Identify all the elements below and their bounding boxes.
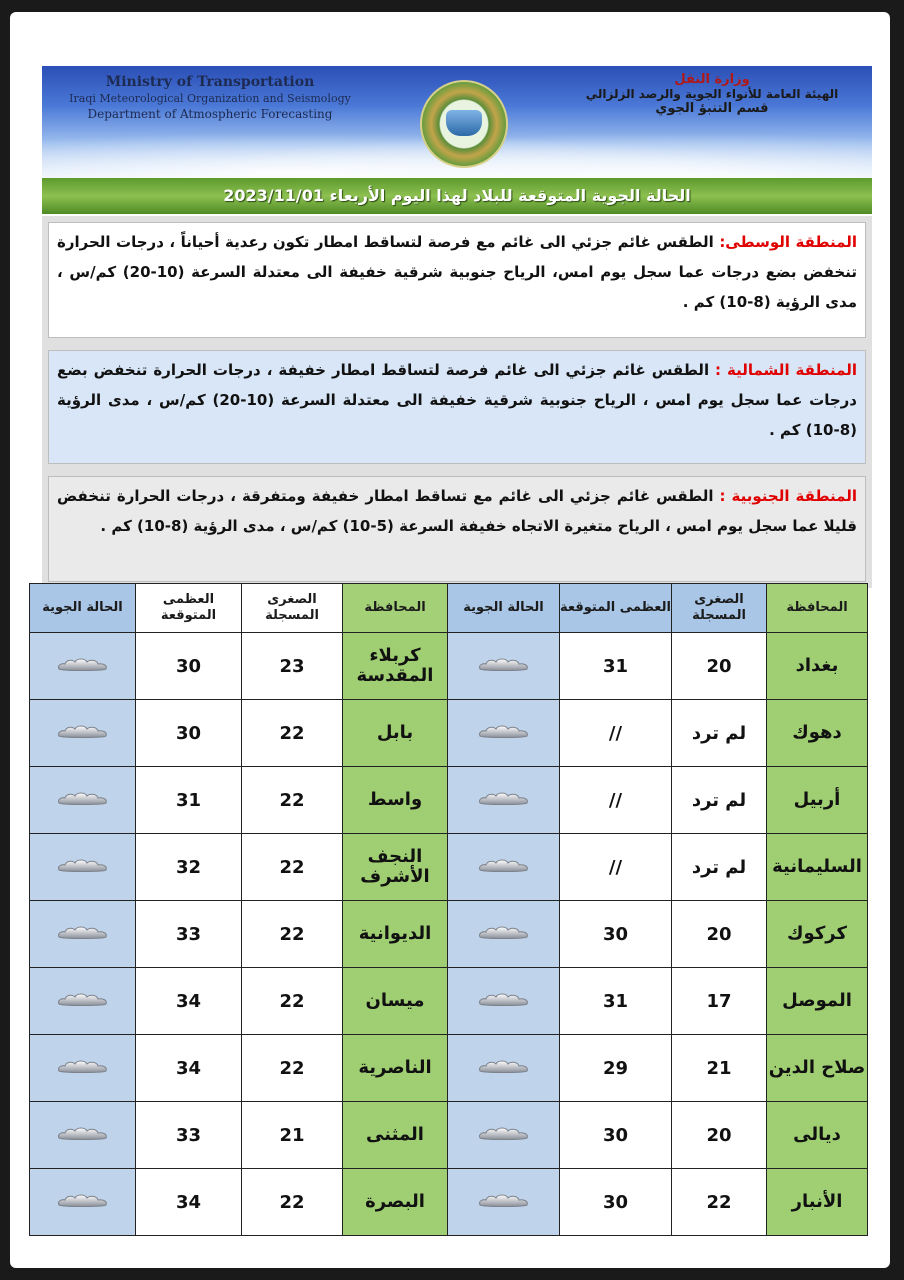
partly-cloudy-icon xyxy=(55,856,111,874)
governorate-cell: السليمانية xyxy=(767,834,868,901)
english-header xyxy=(60,74,360,121)
governorate-cell: كركوك xyxy=(767,901,868,968)
partly-cloudy-icon xyxy=(55,722,111,740)
header-min-left: الصغرى المسجلة xyxy=(242,584,343,633)
weather-cell xyxy=(30,633,136,700)
title-bar xyxy=(42,178,872,214)
max-temp-cell: 31 xyxy=(560,633,672,700)
partly-cloudy-icon xyxy=(476,1057,532,1075)
table-row xyxy=(30,834,868,901)
max-temp-cell: 30 xyxy=(560,1102,672,1169)
min-temp-cell: 22 xyxy=(242,834,343,901)
page-title: الحالة الجوية المتوقعة للبلاد لهذا اليوم الأربعاء 2023/11/01 xyxy=(223,186,691,205)
forecast-table xyxy=(29,583,868,1236)
weather-cell xyxy=(30,968,136,1035)
governorate-cell: النجف الأشرف xyxy=(343,834,448,901)
header-gov-left: المحافظة xyxy=(343,584,448,633)
max-temp-cell: 34 xyxy=(136,1035,242,1102)
max-temp-cell: 30 xyxy=(560,901,672,968)
max-temp-cell: 30 xyxy=(560,1169,672,1236)
table-row xyxy=(30,968,868,1035)
table-row xyxy=(30,767,868,834)
max-temp-cell: 30 xyxy=(136,700,242,767)
max-temp-cell: 33 xyxy=(136,901,242,968)
max-temp-cell: // xyxy=(560,834,672,901)
min-temp-cell: 20 xyxy=(672,901,767,968)
weather-cell xyxy=(448,767,560,834)
ministry-name-ar: وزارة النقل xyxy=(674,72,750,87)
partly-cloudy-icon xyxy=(55,655,111,673)
header-weather-left: الحالة الجوية xyxy=(30,584,136,633)
header-min-right: الصغرى المسجلة xyxy=(672,584,767,633)
min-temp-cell: 22 xyxy=(672,1169,767,1236)
partly-cloudy-icon xyxy=(476,1191,532,1209)
region-central xyxy=(42,216,872,344)
governorate-cell: أربيل xyxy=(767,767,868,834)
max-temp-cell: 31 xyxy=(136,767,242,834)
table-row xyxy=(30,901,868,968)
partly-cloudy-icon xyxy=(55,1191,111,1209)
max-temp-cell: 34 xyxy=(136,968,242,1035)
governorate-cell: كربلاء المقدسة xyxy=(343,633,448,700)
region-south-text xyxy=(57,481,857,541)
department-name-en: Department of Atmospheric Forecasting xyxy=(87,107,333,121)
governorate-cell: المثنى xyxy=(343,1102,448,1169)
region-body: الطقس غائم جزئي الى غائم مع فرصة لتساقط امطار تكون رعدية أحياناً ، درجات الحرارة تنخفض بضع درجات عما سجل يوم امس، الرياح جنوبية شرقية خفيفة الى معتدلة السرعة (10-20) كم/س ، مدى الرؤية (8-10) كم . xyxy=(57,233,857,311)
organization-name-ar: الهيئة العامة للأنواء الجوية والرصد الزلزالي xyxy=(585,87,839,101)
min-temp-cell: 22 xyxy=(242,968,343,1035)
min-temp-cell: 23 xyxy=(242,633,343,700)
organization-logo-icon xyxy=(420,80,508,168)
governorate-cell: واسط xyxy=(343,767,448,834)
partly-cloudy-icon xyxy=(55,789,111,807)
governorate-cell: الناصرية xyxy=(343,1035,448,1102)
governorate-cell: دهوك xyxy=(767,700,868,767)
max-temp-cell: 34 xyxy=(136,1169,242,1236)
max-temp-cell: // xyxy=(560,767,672,834)
region-central-text xyxy=(57,227,857,317)
min-temp-cell: لم ترد xyxy=(672,700,767,767)
department-name-ar: قسم التنبؤ الجوي xyxy=(655,101,769,116)
governorate-cell: الموصل xyxy=(767,968,868,1035)
weather-cell xyxy=(448,700,560,767)
max-temp-cell: 31 xyxy=(560,968,672,1035)
table-header-row xyxy=(30,584,868,633)
partly-cloudy-icon xyxy=(476,856,532,874)
max-temp-cell: 30 xyxy=(136,633,242,700)
partly-cloudy-icon xyxy=(55,1057,111,1075)
weather-cell xyxy=(30,1102,136,1169)
table-row xyxy=(30,1102,868,1169)
weather-cell xyxy=(448,1169,560,1236)
governorate-cell: الأنبار xyxy=(767,1169,868,1236)
weather-cell xyxy=(448,834,560,901)
governorate-cell: صلاح الدين xyxy=(767,1035,868,1102)
table-row xyxy=(30,1169,868,1236)
partly-cloudy-icon xyxy=(476,655,532,673)
governorate-cell: ميسان xyxy=(343,968,448,1035)
region-label: المنطقة الشمالية : xyxy=(715,361,857,379)
partly-cloudy-icon xyxy=(55,1124,111,1142)
min-temp-cell: 22 xyxy=(242,700,343,767)
partly-cloudy-icon xyxy=(55,990,111,1008)
weather-cell xyxy=(448,968,560,1035)
governorate-cell: ديالى xyxy=(767,1102,868,1169)
weather-cell xyxy=(30,834,136,901)
header-banner xyxy=(42,66,872,178)
min-temp-cell: 22 xyxy=(242,1035,343,1102)
governorate-cell: البصرة xyxy=(343,1169,448,1236)
region-north-text xyxy=(57,355,857,445)
governorate-cell: بابل xyxy=(343,700,448,767)
region-body: الطقس غائم جزئي الى غائم مع تساقط امطار خفيفة ومتفرقة ، درجات الحرارة تنخفض قليلا عما سجل يوم امس ، الرياح متغيرة الاتجاه خفيفة السرعة (5-10) كم/س ، مدى الرؤية (8-10) كم . xyxy=(57,487,857,535)
table-row xyxy=(30,633,868,700)
governorate-cell: الديوانية xyxy=(343,901,448,968)
partly-cloudy-icon xyxy=(476,990,532,1008)
table-row xyxy=(30,700,868,767)
weather-cell xyxy=(448,1102,560,1169)
header-weather-right: الحالة الجوية xyxy=(448,584,560,633)
header-gov-right: المحافظة xyxy=(767,584,868,633)
governorate-cell: بغداد xyxy=(767,633,868,700)
weather-cell xyxy=(30,1169,136,1236)
organization-name-en: Iraqi Meteorological Organization and Seismology xyxy=(69,92,351,105)
header-max-left: العظمى المتوقعة xyxy=(136,584,242,633)
region-label: المنطقة الجنوبية : xyxy=(719,487,857,505)
max-temp-cell: // xyxy=(560,700,672,767)
region-label: المنطقة الوسطى: xyxy=(719,233,857,251)
table-row xyxy=(30,1035,868,1102)
weather-cell xyxy=(30,901,136,968)
min-temp-cell: 17 xyxy=(672,968,767,1035)
min-temp-cell: لم ترد xyxy=(672,834,767,901)
min-temp-cell: لم ترد xyxy=(672,767,767,834)
region-north xyxy=(42,344,872,470)
weather-cell xyxy=(448,633,560,700)
min-temp-cell: 21 xyxy=(242,1102,343,1169)
min-temp-cell: 20 xyxy=(672,633,767,700)
partly-cloudy-icon xyxy=(476,722,532,740)
min-temp-cell: 22 xyxy=(242,767,343,834)
weather-cell xyxy=(30,700,136,767)
weather-cell xyxy=(30,1035,136,1102)
weather-cell xyxy=(448,1035,560,1102)
weather-cell xyxy=(448,901,560,968)
ministry-name-en: Ministry of Transportation xyxy=(105,74,315,90)
min-temp-cell: 22 xyxy=(242,901,343,968)
partly-cloudy-icon xyxy=(476,1124,532,1142)
region-body: الطقس غائم جزئي الى غائم فرصة لتساقط امطار خفيفة ، درجات الحرارة تنخفض بضع درجات عما سجل يوم امس ، الرياح جنوبية شرقية خفيفة الى معتدلة السرعة (10-20) كم/س ، مدى الرؤية (8-10) كم . xyxy=(57,361,857,439)
max-temp-cell: 29 xyxy=(560,1035,672,1102)
min-temp-cell: 22 xyxy=(242,1169,343,1236)
partly-cloudy-icon xyxy=(55,923,111,941)
max-temp-cell: 33 xyxy=(136,1102,242,1169)
weather-cell xyxy=(30,767,136,834)
partly-cloudy-icon xyxy=(476,923,532,941)
region-south xyxy=(42,470,872,588)
header-max-right: العظمى المتوقعة xyxy=(560,584,672,633)
partly-cloudy-icon xyxy=(476,789,532,807)
min-temp-cell: 21 xyxy=(672,1035,767,1102)
arabic-header xyxy=(572,72,852,116)
max-temp-cell: 32 xyxy=(136,834,242,901)
min-temp-cell: 20 xyxy=(672,1102,767,1169)
